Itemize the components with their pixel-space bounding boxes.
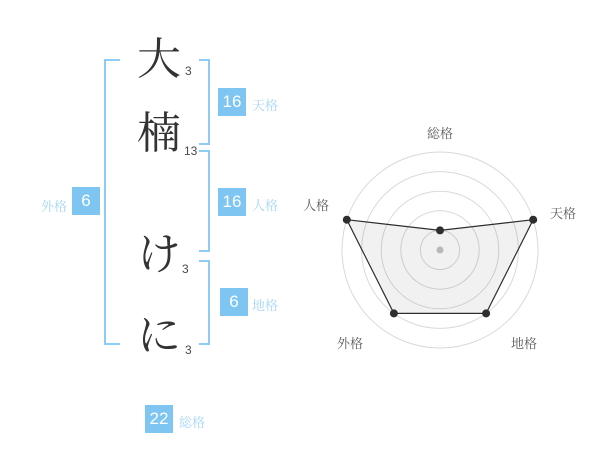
jinkaku-bracket xyxy=(199,150,210,252)
stroke-count-1: 3 xyxy=(185,64,192,78)
radar-label-gaikaku: 外格 xyxy=(337,336,364,351)
chikaku-label: 地格 xyxy=(252,298,279,313)
radar-point xyxy=(343,216,351,224)
jinkaku-label: 人格 xyxy=(252,198,279,213)
radar-label-soukaku: 総格 xyxy=(427,126,454,141)
gaikaku-bracket xyxy=(104,59,120,345)
tenkaku-label: 天格 xyxy=(252,98,279,113)
name-char-1: 大 xyxy=(137,35,181,84)
radar-label-jinkaku: 人格 xyxy=(303,198,330,213)
name-char-3: け xyxy=(137,230,181,279)
name-char-4: に xyxy=(137,311,181,360)
stroke-count-4: 3 xyxy=(185,343,192,357)
radar-point xyxy=(390,309,398,317)
radar-point xyxy=(436,226,444,234)
radar-point xyxy=(529,216,537,224)
chikaku-bracket xyxy=(199,260,210,345)
radar-label-chikaku: 地格 xyxy=(511,336,538,351)
soukaku-label: 総格 xyxy=(179,415,206,430)
fortune-radar-chart xyxy=(320,105,600,365)
tenkaku-bracket xyxy=(199,59,210,145)
soukaku-value-badge: 22 xyxy=(145,405,173,433)
gaikaku-value-badge: 6 xyxy=(72,187,100,215)
chikaku-value-badge: 6 xyxy=(220,288,248,316)
stroke-count-2: 13 xyxy=(184,144,198,158)
jinkaku-value-badge: 16 xyxy=(218,188,246,216)
radar-point xyxy=(482,309,490,317)
stroke-count-3: 3 xyxy=(182,262,189,276)
radar-label-tenkaku: 天格 xyxy=(550,206,577,221)
gaikaku-label: 外格 xyxy=(41,199,68,214)
name-char-2: 楠 xyxy=(137,109,181,158)
tenkaku-value-badge: 16 xyxy=(218,88,246,116)
